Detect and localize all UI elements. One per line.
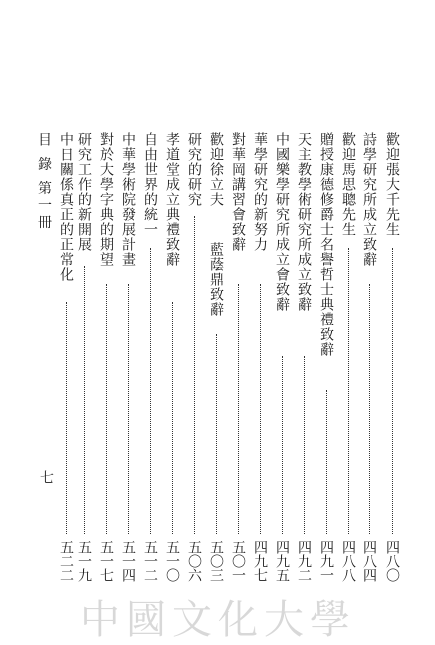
toc-entry bbox=[318, 132, 334, 357]
dot-leader bbox=[326, 390, 329, 534]
running-header: 目 錄 第一冊 bbox=[36, 132, 52, 232]
toc-page-number: 五二二 bbox=[58, 540, 74, 582]
toc-page-number: 五一四 bbox=[120, 540, 136, 582]
toc-entry bbox=[208, 132, 224, 207]
page-folio: 七 bbox=[38, 470, 54, 484]
toc-entry bbox=[58, 132, 74, 282]
toc-page-number: 五〇三 bbox=[208, 540, 224, 582]
dot-leader bbox=[150, 248, 153, 534]
toc-entry-title: 華學研究的新努力 bbox=[252, 132, 268, 252]
toc-entry bbox=[98, 132, 114, 267]
toc-entry bbox=[384, 132, 400, 237]
toc-entry bbox=[274, 132, 290, 312]
toc-page-number: 四八八 bbox=[340, 540, 356, 582]
toc-page-number: 四九二 bbox=[296, 540, 312, 582]
toc-entry bbox=[142, 132, 158, 237]
toc-entry-title: 對華岡講習會致辭 bbox=[230, 132, 246, 252]
toc-entry-title: 自由世界的統一 bbox=[142, 132, 158, 237]
toc-page-number: 五一七 bbox=[98, 540, 114, 582]
toc-entry bbox=[361, 132, 377, 267]
dot-leader bbox=[238, 284, 241, 534]
toc-entry bbox=[230, 132, 246, 252]
toc-entry-title: 天主教學術研究所成立致辭 bbox=[296, 132, 312, 312]
toc-page-number: 五一九 bbox=[76, 540, 92, 582]
dot-leader bbox=[260, 284, 263, 534]
toc-page-number: 四九一 bbox=[318, 540, 334, 582]
toc-entry-title: 贈授康德修爵士名譽哲士典禮致辭 bbox=[318, 132, 334, 357]
dot-leader bbox=[369, 284, 372, 534]
toc-entry-title: 中華學術院發展計畫 bbox=[120, 132, 136, 267]
toc-page-number: 四九五 bbox=[274, 540, 290, 582]
dot-leader bbox=[106, 284, 109, 534]
dot-leader bbox=[66, 302, 69, 534]
toc-entry bbox=[120, 132, 136, 267]
toc-entry-title: 歡迎馬思聰先生 bbox=[340, 132, 356, 237]
toc-entry bbox=[252, 132, 268, 252]
toc-page-number: 四八四 bbox=[361, 540, 377, 582]
toc-entry-title: 歡迎徐立夫 bbox=[208, 132, 224, 207]
toc-entry bbox=[164, 132, 180, 267]
toc-entry bbox=[296, 132, 312, 312]
toc-entry bbox=[186, 132, 202, 207]
toc-entry-title: 研究的研究 bbox=[186, 132, 202, 207]
toc-page-number: 五〇六 bbox=[186, 540, 202, 582]
dot-leader bbox=[216, 334, 219, 534]
toc-entry-title: 孝道堂成立典禮致辭 bbox=[164, 132, 180, 267]
toc-entry-title: 研究工作的新開展 bbox=[76, 132, 92, 252]
dot-leader bbox=[304, 356, 307, 534]
dot-leader bbox=[128, 284, 131, 534]
toc-page-number: 五〇一 bbox=[230, 540, 246, 582]
toc-page-number: 四八〇 bbox=[384, 540, 400, 582]
dot-leader bbox=[282, 356, 285, 534]
dot-leader bbox=[84, 266, 87, 534]
dot-leader bbox=[194, 216, 197, 534]
dot-leader bbox=[392, 248, 395, 534]
toc-entry bbox=[76, 132, 92, 252]
toc-page-number: 五一〇 bbox=[164, 540, 180, 582]
library-watermark: 中國文化大學 bbox=[80, 597, 356, 643]
toc-entry-title: 歡迎張大千先生 bbox=[384, 132, 400, 237]
toc-entry-attribution bbox=[208, 238, 224, 317]
dot-leader bbox=[348, 248, 351, 534]
toc-entry-title: 中國樂學研究所成立會致辭 bbox=[274, 132, 290, 312]
toc-entry-title: 詩學研究所成立致辭 bbox=[361, 132, 377, 267]
toc-entry-sub: 藍蔭鼎致辭 bbox=[208, 242, 224, 317]
toc-page-number: 四九七 bbox=[252, 540, 268, 582]
dot-leader bbox=[172, 302, 175, 534]
toc-entry bbox=[340, 132, 356, 237]
toc-entry-title: 對於大學字典的期望 bbox=[98, 132, 114, 267]
toc-page-number: 五一二 bbox=[142, 540, 158, 582]
toc-entry-title: 中日關係真正的正常化 bbox=[58, 132, 74, 282]
